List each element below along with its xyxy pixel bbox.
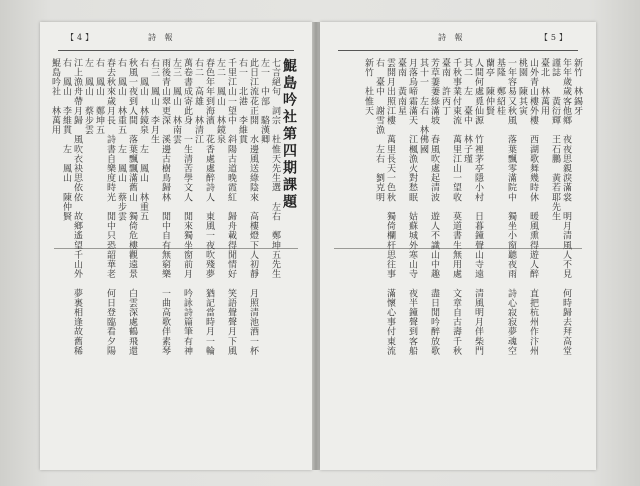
text-column: 萬卷書成寄此身 一生清苦學文人 閒來獨坐窗前月 吟詠詩篇筆有神 bbox=[182, 58, 192, 356]
text-column: 千里江山一望中 斜陽古道晚霞紅 歸舟載得閒情好 笑語聲聲月下風 bbox=[226, 58, 236, 356]
text-column: 江上漁舟帶月歸 風吹衣袂思依依 故鄉遙望千山外 夢裏相逢故舊稀 bbox=[72, 58, 82, 356]
text-column: 雨後青山翠更深 溪邊古樹鳥歸林 閒中自有無窮樂 一曲高歌伴素琴 bbox=[160, 58, 170, 356]
text-column: 千秋事業付東流 萬里江山一望收 莫道書生無用處 文章自古壽千秋 bbox=[451, 58, 461, 356]
left-header-rule bbox=[58, 50, 294, 51]
text-column: 右 鳳山 林重五 左 鳳山 蔡步雲 bbox=[116, 58, 126, 222]
text-column: 人間何處覓仙源 竹裡茅亭隱小村 日暮鐘聲山寺遠 清風明月伴柴門 bbox=[473, 58, 483, 356]
left-body-text bbox=[50, 58, 298, 450]
text-column: 左 鳳山 蔡步雲 bbox=[83, 58, 93, 135]
text-column: 雲開月出照江樓 萬里長天一色秋 獨倚欄杆思往事 滿懷心事付東流 bbox=[385, 58, 395, 356]
right-page bbox=[320, 22, 596, 470]
text-column: 鯤島吟社 林萬用 bbox=[50, 58, 60, 135]
text-column: 右 臺中 謝雪漁 左右 劉克明 bbox=[374, 58, 384, 202]
text-column: 春色年年到海濱 花香處處醉詩人 東風一夜吹殘夢 猶記當時月一輪 bbox=[204, 58, 214, 356]
text-column: 左二 鳳山 林鏡泉 bbox=[215, 58, 225, 145]
left-running-title: 詩 報 bbox=[148, 33, 176, 42]
text-column: 此日江流花正開 水邊風送綠陰來 高樓燈下人初靜 月照清池酒一杯 bbox=[248, 58, 258, 356]
book-gutter bbox=[312, 22, 320, 470]
text-column: 基隆 鄭紹桂 bbox=[495, 58, 505, 116]
text-column: 七言絕句 詞宗 杜惟天先生選 左右 鄭坤五先生 bbox=[270, 58, 280, 279]
text-column: 左一 中部 駱漢卿 bbox=[259, 58, 269, 145]
right-page-number: 【5】 bbox=[539, 33, 570, 42]
text-column: 右二 高雄 林清江 bbox=[193, 58, 203, 145]
text-column: 臺北 林萬用 bbox=[539, 58, 549, 116]
text-column: 其十一 左右 林佛國 bbox=[418, 58, 428, 154]
text-column: 春去秋來歲月長 詩書自樂度時光 閒中只恐韶華老 何日登臨看夕陽 bbox=[105, 58, 115, 356]
section-title: 鯤島吟社第四期課題 bbox=[281, 58, 297, 211]
text-column: 一年容易又秋風 落葉飄零滿院中 獨坐小窗聽夜雨 詩心寂寂夢魂空 bbox=[506, 58, 516, 356]
text-column: 山外青山樓外樓 西湖歌舞幾時休 暖風熏得遊人醉 直把杭州作汴州 bbox=[528, 58, 538, 356]
text-column: 右 鳳山 林鏡泉 左 鳳山 林重五 bbox=[138, 58, 148, 222]
text-column: 芳草萋萋綠滿坡 春風吹處起清波 遊人不識山中趣 盡日閒吟醉放歌 bbox=[429, 58, 439, 356]
right-running-title: 詩 報 bbox=[438, 33, 466, 42]
right-body-text bbox=[334, 58, 582, 450]
text-column: 右一 北港 李維貫 bbox=[237, 58, 247, 145]
text-column: 月落烏啼霜滿天 江楓漁火對愁眠 姑蘇城外寒山寺 夜半鐘聲到客船 bbox=[407, 58, 417, 356]
text-column: 臺南 黃南星 bbox=[396, 58, 406, 116]
text-column: 其二 左 臺中 林子瑾 bbox=[462, 58, 472, 164]
text-column: 蘭亭 陳仲賢 bbox=[484, 58, 494, 116]
text-column: 左三 鳳山 林南雲 bbox=[171, 58, 181, 145]
text-column: 桃園 陳其寅 bbox=[517, 58, 527, 116]
text-column: 謹誌 黃衍輝 王石鵬 黃若耶先生 bbox=[550, 58, 560, 222]
text-column: 右三 鳳山 李月生 bbox=[149, 58, 159, 145]
text-column: 秋風一夜到人間 落葉飄飄滿舊山 獨倚危樓觀遠景 白雲深處鶴飛還 bbox=[127, 58, 137, 356]
text-column: 右 鳳山 鄭坤五 bbox=[94, 58, 104, 135]
right-header-rule bbox=[338, 50, 578, 51]
text-column: 臺南 許丙丁 bbox=[440, 58, 450, 116]
text-column: 右 鳳山 李維貫 左 鳳山 陳仲賢 bbox=[61, 58, 71, 222]
text-column: 新竹 杜惟天 bbox=[363, 58, 373, 116]
text-column: 新竹 林錫牙 bbox=[572, 58, 582, 116]
text-column: 年年歲歲客他鄉 夜夜思親淚滿裳 明月清風人不見 何時歸去拜高堂 bbox=[561, 58, 571, 356]
left-page-number: 【4】 bbox=[66, 33, 97, 42]
left-page bbox=[40, 22, 312, 470]
